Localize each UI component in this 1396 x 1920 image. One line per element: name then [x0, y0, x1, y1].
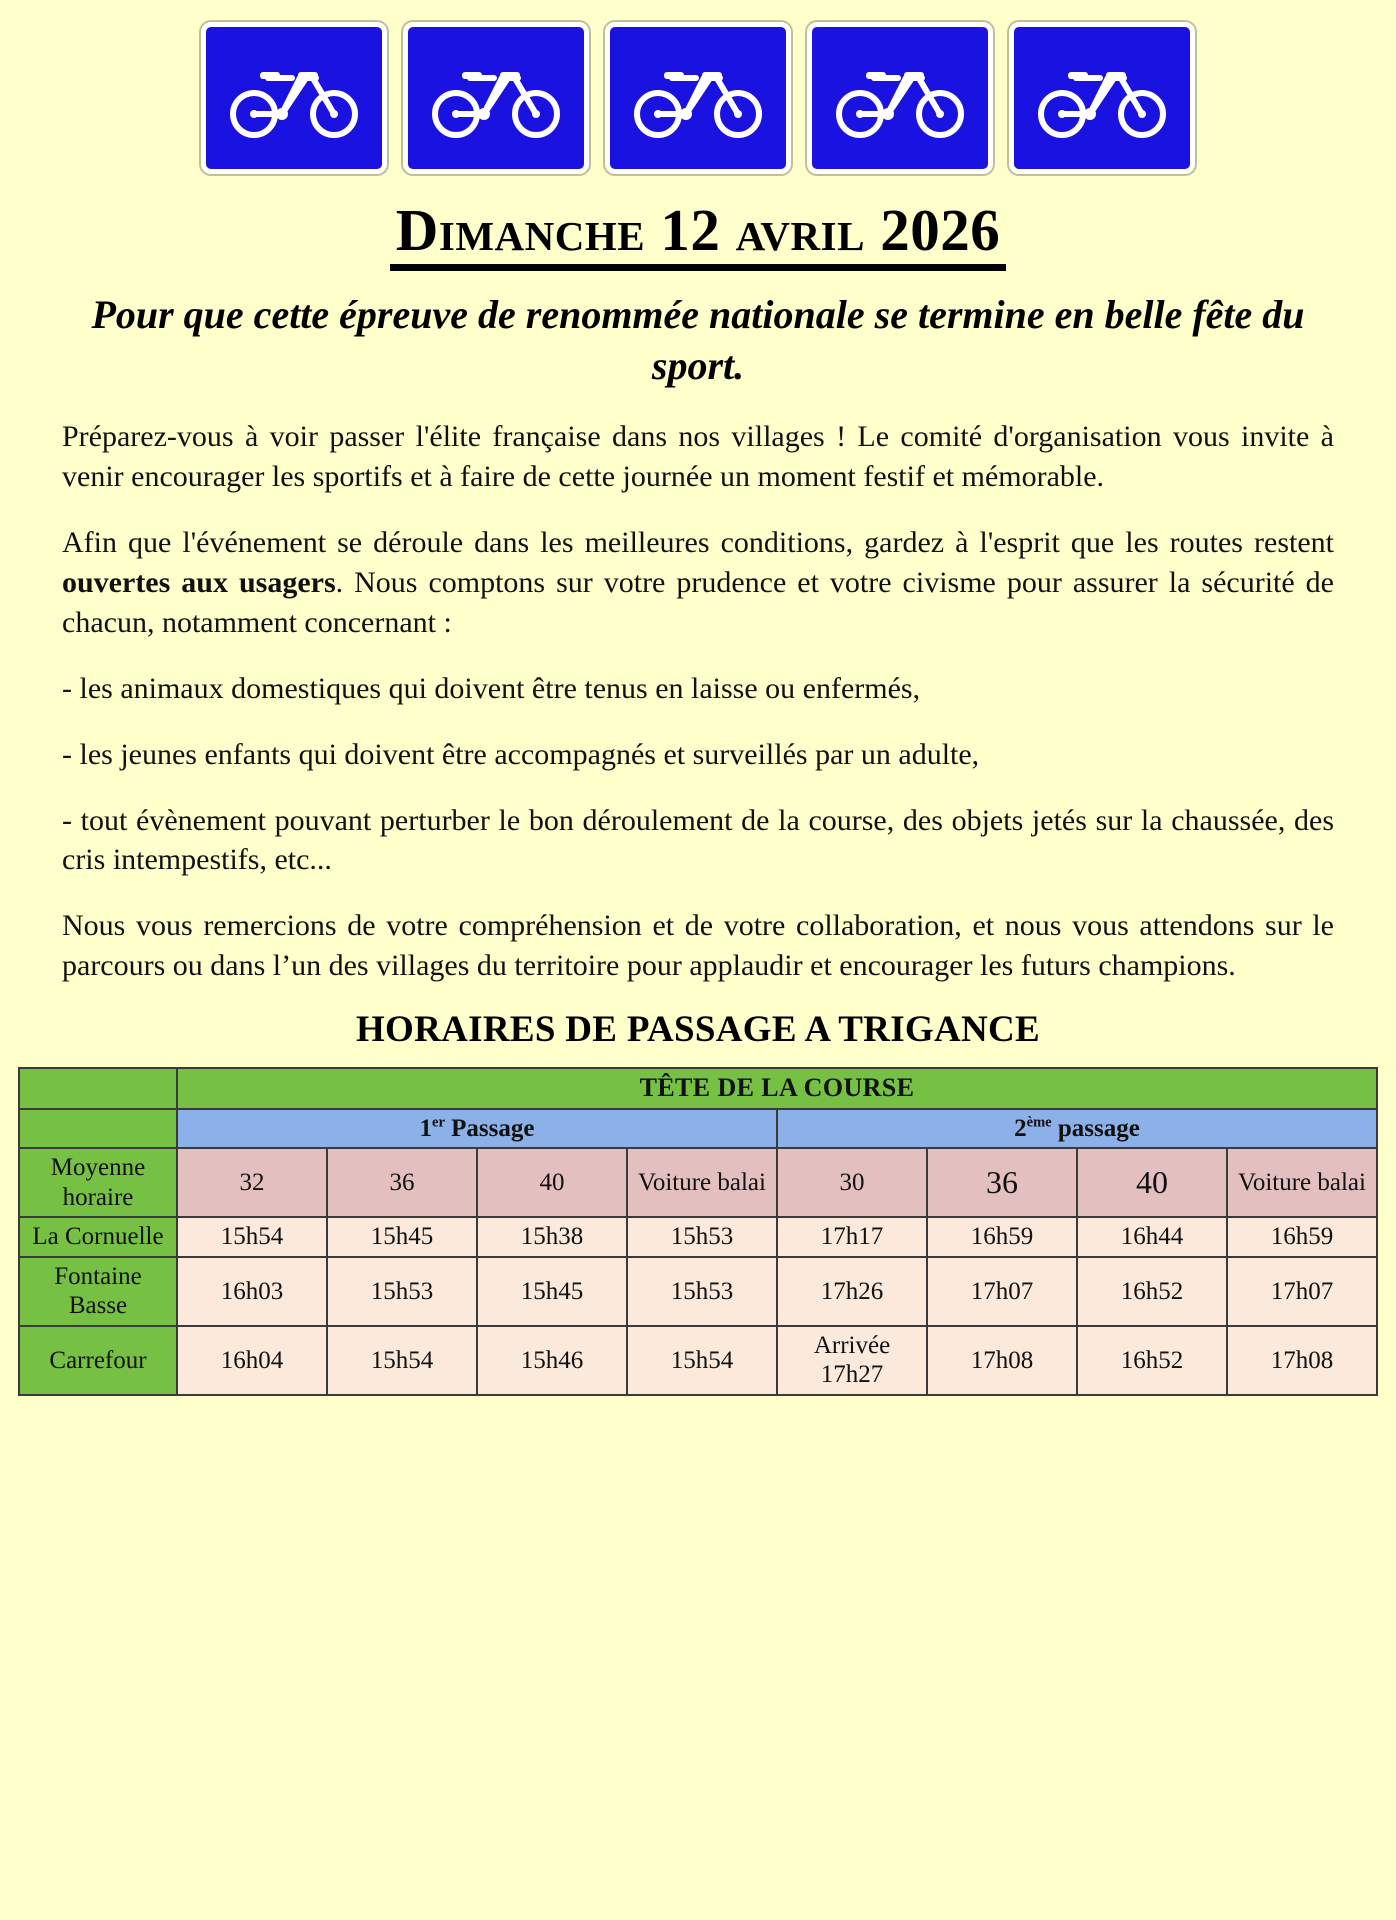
place-label: Carrefour — [19, 1326, 177, 1395]
time-cell: 15h54 — [327, 1326, 477, 1395]
time-cell: 15h45 — [327, 1217, 477, 1257]
schedule-table-wrapper — [18, 1067, 1378, 1396]
time-cell: 16h04 — [177, 1326, 327, 1395]
time-cell: 17h08 — [1227, 1326, 1377, 1395]
time-cell: 15h54 — [627, 1326, 777, 1395]
body-text: - tout évènement pouvant perturber le bon déroulement de la course, des objets jetés sur la chaussée, des cris intempestifs, etc... — [62, 803, 1334, 877]
schedule-heading: HORAIRES DE PASSAGE A TRIGANCE — [355, 1009, 1041, 1051]
speed-cell: Voiture balai — [1227, 1148, 1377, 1217]
time-cell: 16h52 — [1077, 1257, 1227, 1326]
speed-cell: 40 — [477, 1148, 627, 1217]
body-paragraph — [62, 417, 1334, 497]
group-header-cell: TÊTE DE LA COURSE — [177, 1068, 1377, 1109]
schedule-table — [18, 1067, 1378, 1396]
time-cell: Arrivée 17h27 — [777, 1326, 927, 1395]
speed-cell: 36 — [927, 1148, 1077, 1217]
speed-cell: 32 — [177, 1148, 327, 1217]
bicycle-icon — [230, 56, 358, 140]
time-cell: 17h17 — [777, 1217, 927, 1257]
table-corner-cell — [19, 1068, 177, 1109]
speed-cell: 36 — [327, 1148, 477, 1217]
bicycle-icon — [836, 56, 964, 140]
bicycle-sign — [1009, 22, 1195, 174]
table-row — [19, 1217, 1377, 1257]
time-cell: 15h54 — [177, 1217, 327, 1257]
bicycle-sign — [605, 22, 791, 174]
pass-header-cell — [777, 1109, 1377, 1149]
table-corner-cell-2 — [19, 1109, 177, 1149]
bicycle-icon — [1038, 56, 1166, 140]
table-row-speeds — [19, 1148, 1377, 1217]
time-cell: 16h52 — [1077, 1326, 1227, 1395]
time-cell: 15h38 — [477, 1217, 627, 1257]
time-cell: 16h44 — [1077, 1217, 1227, 1257]
bicycle-sign — [403, 22, 589, 174]
table-row-pass-header — [19, 1109, 1377, 1149]
body-text: - les jeunes enfants qui doivent être accompagnés et surveillés par un adulte, — [62, 737, 980, 771]
bicycle-sign-strip — [0, 0, 1396, 174]
time-cell: 15h46 — [477, 1326, 627, 1395]
time-cell: 15h53 — [327, 1257, 477, 1326]
pass-header-cell — [177, 1109, 777, 1149]
body-paragraph — [62, 523, 1334, 643]
body-text: Afin que l'événement se déroule dans les meilleures conditions, gardez à l'esprit que les routes restent — [62, 526, 1334, 560]
body-paragraph — [62, 906, 1334, 986]
time-cell: 15h53 — [627, 1257, 777, 1326]
time-cell: 16h59 — [927, 1217, 1077, 1257]
page-subtitle: Pour que cette épreuve de renommée nationale se termine en belle fête du sport. — [91, 291, 1305, 389]
table-row — [19, 1326, 1377, 1395]
place-label: La Cornuelle — [19, 1217, 177, 1257]
speed-cell: Voiture balai — [627, 1148, 777, 1217]
body-text: . Nous comptons sur votre prudence et votre civisme pour assurer la sécurité de chacun, notamment concernant : — [62, 565, 1334, 639]
body-paragraph — [62, 735, 1334, 775]
pass-number: 2 — [1014, 1114, 1027, 1142]
body-paragraph — [62, 669, 1334, 709]
pass-ordinal-suffix: ème — [1026, 1114, 1052, 1131]
time-cell: 17h08 — [927, 1326, 1077, 1395]
bicycle-icon — [432, 56, 560, 140]
page-title-wrapper — [0, 186, 1396, 271]
time-cell: 15h45 — [477, 1257, 627, 1326]
time-cell: 17h26 — [777, 1257, 927, 1326]
time-cell: 16h03 — [177, 1257, 327, 1326]
bicycle-sign — [201, 22, 387, 174]
bicycle-icon — [634, 56, 762, 140]
body-text: Préparez-vous à voir passer l'élite française dans nos villages ! Le comité d'organisation vous invite à venir encourager les sportifs et à faire de cette journée un moment festif et mémorable. — [62, 420, 1334, 494]
page-title-underline — [390, 186, 1006, 271]
body-emphasis: ouvertes aux usagers — [62, 565, 336, 599]
pass-ordinal-suffix: er — [432, 1114, 445, 1131]
body-paragraph — [62, 801, 1334, 881]
speed-cell: 40 — [1077, 1148, 1227, 1217]
time-cell: 16h59 — [1227, 1217, 1377, 1257]
place-label: Fontaine Basse — [19, 1257, 177, 1326]
table-row — [19, 1257, 1377, 1326]
speed-cell: 30 — [777, 1148, 927, 1217]
body-text-block — [62, 391, 1334, 986]
pass-label-tail: Passage — [444, 1114, 535, 1142]
page-title: Dimanche 12 avril 2026 — [395, 197, 1001, 263]
bicycle-sign — [807, 22, 993, 174]
pass-label-tail: passage — [1051, 1114, 1140, 1142]
time-cell: 15h53 — [627, 1217, 777, 1257]
pass-number: 1 — [419, 1114, 433, 1142]
time-cell: 17h07 — [1227, 1257, 1377, 1326]
speed-row-label: Moyenne horaire — [19, 1148, 177, 1217]
body-text: Nous vous remercions de votre compréhension et de votre collaboration, et nous vous attendons sur le parcours ou dans l’un des villages du territoire pour applaudir et encourager les futurs champions. — [62, 909, 1334, 983]
table-row-group-header — [19, 1068, 1377, 1109]
time-cell: 17h07 — [927, 1257, 1077, 1326]
body-text: - les animaux domestiques qui doivent être tenus en laisse ou enfermés, — [62, 671, 921, 705]
